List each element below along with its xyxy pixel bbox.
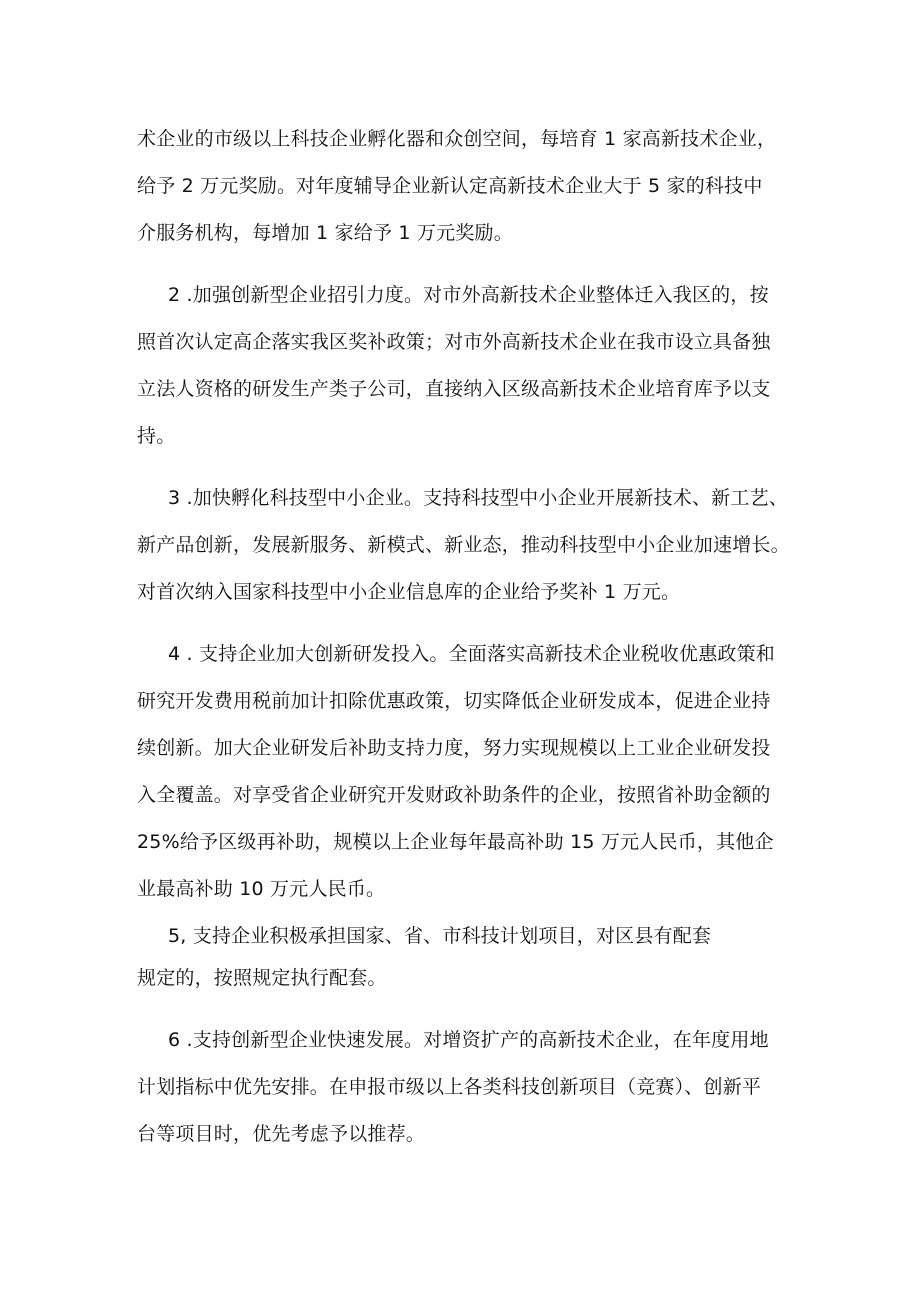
paragraph-3-line-2: 新产品创新，发展新服务、新模式、新业态，推动科技型中小企业加速增长。 <box>137 534 790 556</box>
paragraph-4-line-4: 入全覆盖。对享受省企业研究开发财政补助条件的企业，按照省补助金额的 <box>137 784 771 806</box>
paragraph-6-line-2: 计划指标中优先安排。在申报市级以上各类科技创新项目（竞赛）、创新平 <box>137 1076 762 1098</box>
paragraph-3-line-1: 3 .加快孵化科技型中小企业。支持科技型中小企业开展新技术、新工艺、 <box>168 487 788 509</box>
paragraph-2-line-3: 立法人资格的研发生产类子公司，直接纳入区级高新技术企业培育库予以支 <box>137 378 771 400</box>
paragraph-1-line-1: 术企业的市级以上科技企业孵化器和众创空间，每培育 1 家高新技术企业， <box>137 128 777 150</box>
paragraph-4-line-2: 研究开发费用税前加计扣除优惠政策，切实降低企业研发成本，促进企业持 <box>137 690 771 712</box>
paragraph-5-line-1: 5, 支持企业积极承担国家、省、市科技计划项目，对区县有配套 <box>168 925 712 947</box>
paragraph-1-line-3: 介服务机构，每增加 1 家给予 1 万元奖励。 <box>137 222 513 244</box>
paragraph-6-line-3: 台等项目时，优先考虑予以推荐。 <box>137 1123 426 1145</box>
paragraph-4-line-6: 业最高补助 10 万元人民币。 <box>137 878 386 900</box>
paragraph-5-line-2: 规定的，按照规定执行配套。 <box>137 967 387 989</box>
paragraph-6-line-1: 6 .支持创新型企业快速发展。对增资扩产的高新技术企业，在年度用地 <box>168 1029 769 1051</box>
paragraph-2-line-1: 2 .加强创新型企业招引力度。对市外高新技术企业整体迁入我区的，按 <box>168 284 769 306</box>
paragraph-4-line-5: 25%给予区级再补助，规模以上企业每年最高补助 15 万元人民币，其他企 <box>137 831 774 853</box>
paragraph-2-line-4: 持。 <box>137 425 176 447</box>
paragraph-4-line-1: 4 . 支持企业加大创新研发投入。全面落实高新技术企业税收优惠政策和 <box>168 643 776 665</box>
paragraph-1-line-2: 给予 2 万元奖励。对年度辅导企业新认定高新技术企业大于 5 家的科技中 <box>137 175 763 197</box>
paragraph-4-line-3: 续创新。加大企业研发后补助支持力度，努力实现规模以上工业企业研发投 <box>137 737 771 759</box>
paragraph-2-line-2: 照首次认定高企落实我区奖补政策；对市外高新技术企业在我市设立具备独 <box>137 331 771 353</box>
paragraph-3-line-3: 对首次纳入国家科技型中小企业信息库的企业给予奖补 1 万元。 <box>137 581 681 603</box>
